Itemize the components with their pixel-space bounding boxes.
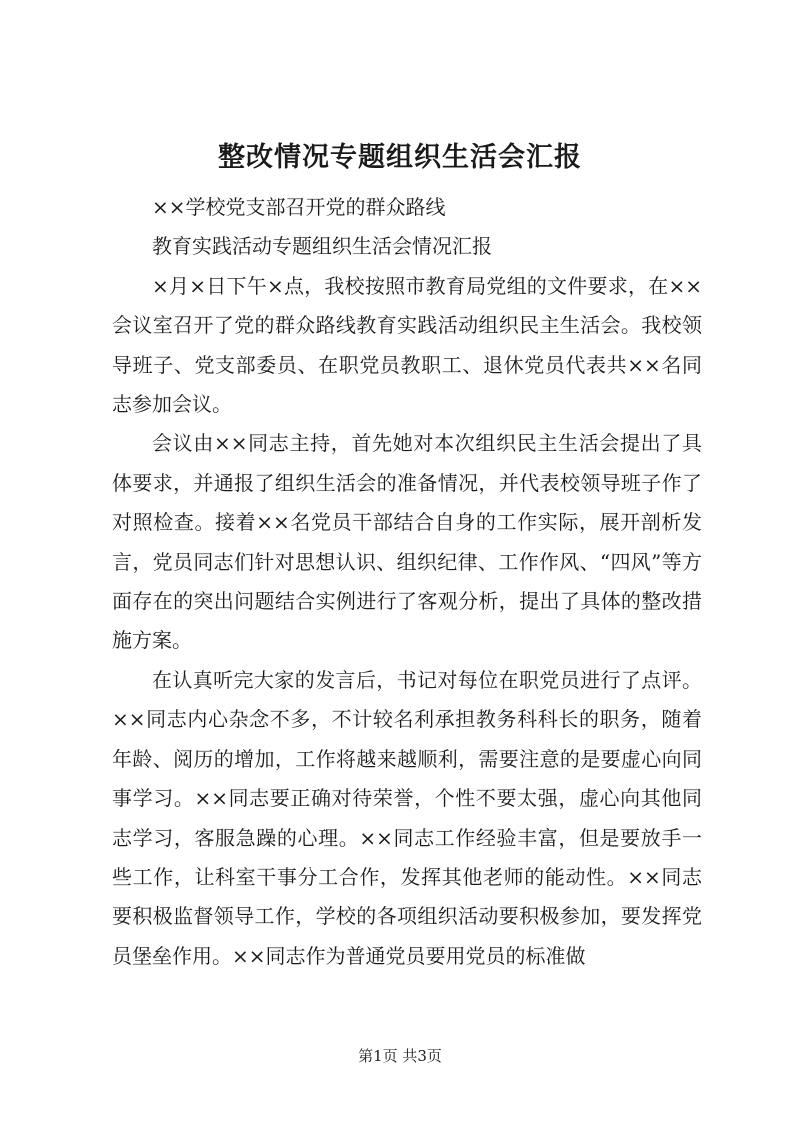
document-body (112, 188, 702, 976)
document-title: 整改情况专题组织生活会汇报 (218, 142, 582, 173)
paragraph: 在认真听完大家的发言后，书记对每位在职党员进行了点评。××同志内心杂念不多，不计较名利承担教务科科长的职务，随着年龄、阅历的增加，工作将越来越顺利，需要注意的是要虚心向同事学习。××同志要正确对待荣誉，个性不要太强，虚心向其他同志学习，客服急躁的心理。××同志工作经验丰富，但是要放手一些工作，让科室干事分工合作，发挥其他老师的能动性。××同志要积极监督领导工作，学校的各项组织活动要积极参加，要发挥党员堡垒作用。××同志作为普通党员要用党员的标准做 (112, 667, 702, 968)
page-footer: 第1页 共3页 (358, 1047, 442, 1065)
paragraph: 会议由××同志主持，首先她对本次组织民主生活会提出了具体要求，并通报了组织生活会的准备情况，并代表校领导班子作了对照检查。接着××名党员干部结合自身的工作实际，展开剖析发言，党员同志们针对思想认识、组织纪律、工作作风、“四风”等方面存在的突出问题结合实例进行了客观分析，提出了具体的整改措施方案。 (112, 431, 702, 653)
paragraph: ××学校党支部召开党的群众路线 (152, 195, 446, 219)
paragraph: ×月×日下午×点，我校按照市教育局党组的文件要求，在××会议室召开了党的群众路线教育实践活动组织民主生活会。我校领导班子、党支部委员、在职党员教职工、退休党员代表共××名同志参加会议。 (112, 273, 702, 417)
paragraph: 教育实践活动专题组织生活会情况汇报 (152, 234, 492, 259)
